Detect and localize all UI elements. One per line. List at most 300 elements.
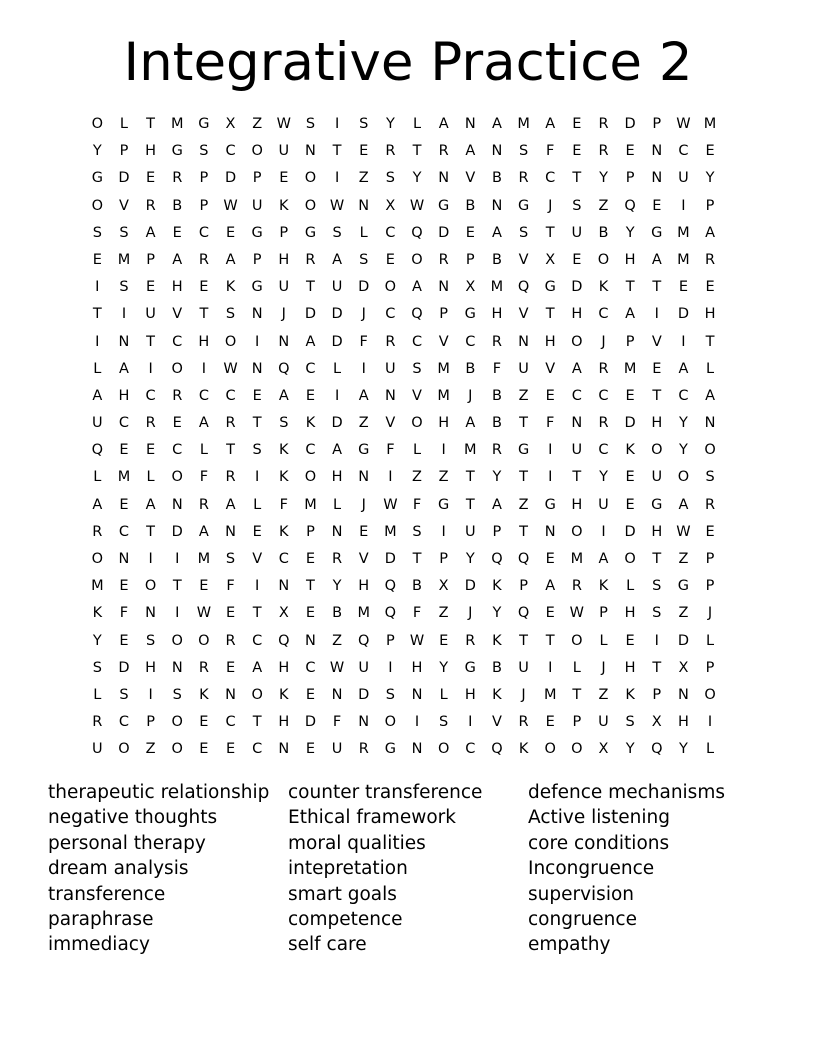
grid-letter: V [518, 251, 529, 268]
grid-letter: A [225, 496, 236, 513]
grid-letter: S [119, 686, 129, 703]
grid-row [84, 168, 723, 195]
grid-letter: V [385, 415, 396, 432]
grid-letter: T [92, 306, 102, 323]
grid-letter: P [705, 551, 715, 567]
grid-letter: M [517, 116, 530, 132]
grid-letter: N [251, 360, 263, 377]
grid-letter: O [171, 741, 183, 758]
grid-letter: E [92, 251, 102, 268]
grid-letter: X [651, 714, 662, 731]
grid-letter: H [198, 333, 210, 350]
grid-letter: E [572, 143, 582, 160]
grid-row [84, 685, 723, 712]
grid-letter: W [569, 605, 585, 622]
grid-row [84, 386, 723, 413]
grid-letter: T [652, 551, 662, 567]
grid-letter: T [252, 714, 262, 731]
grid-letter: I [175, 551, 180, 567]
grid-letter: M [197, 551, 211, 567]
grid-letter: B [491, 659, 502, 676]
grid-letter: W [329, 197, 345, 214]
grid-letter: S [705, 469, 715, 486]
grid-letter: S [625, 714, 635, 731]
grid-row [84, 739, 723, 766]
grid-letter: D [464, 578, 476, 595]
grid-letter: Y [492, 469, 502, 486]
grid-letter: Q [411, 224, 423, 241]
grid-letter: V [545, 360, 556, 377]
grid-letter: H [677, 714, 689, 731]
grid-letter: I [654, 632, 659, 649]
word-list-item: therapeutic relationship [48, 782, 270, 803]
grid-letter: T [226, 442, 235, 459]
grid-letter: E [465, 224, 475, 241]
grid-letter: I [148, 360, 153, 377]
grid-letter: D [358, 686, 370, 703]
grid-letter: B [412, 578, 422, 595]
grid-letter: W [276, 116, 291, 132]
grid-row [84, 522, 723, 549]
grid-letter: R [198, 659, 209, 676]
grid-letter: S [119, 224, 129, 241]
grid-letter: E [119, 578, 129, 595]
word-list-item: counter transference [288, 782, 483, 803]
grid-letter: U [598, 496, 609, 513]
grid-letter: T [306, 279, 315, 296]
grid-letter: Q [624, 197, 636, 214]
grid-letter: G [677, 578, 690, 595]
grid-letter: N [278, 741, 290, 758]
grid-letter: P [705, 197, 715, 214]
grid-letter: D [304, 306, 317, 323]
grid-letter: O [251, 686, 263, 703]
grid-letter: Y [678, 442, 688, 459]
grid-letter: M [677, 224, 690, 241]
grid-letter: Z [598, 197, 609, 214]
grid-letter: D [331, 333, 343, 350]
grid-row [84, 631, 723, 658]
grid-letter: I [334, 116, 340, 132]
grid-letter: E [545, 551, 555, 567]
grid-letter: N [651, 143, 663, 160]
grid-letter: V [651, 333, 662, 350]
grid-letter: R [491, 442, 502, 459]
grid-letter: M [543, 686, 557, 703]
grid-letter: F [279, 496, 288, 513]
grid-letter: I [334, 387, 340, 404]
grid-letter: E [305, 741, 316, 758]
grid-letter: I [201, 360, 207, 377]
grid-letter: G [304, 224, 317, 241]
grid-letter: H [704, 306, 716, 323]
grid-letter: F [199, 469, 209, 486]
grid-letter: B [172, 197, 183, 214]
grid-letter: P [199, 197, 209, 214]
grid-letter: G [464, 659, 476, 676]
grid-letter: N [411, 686, 423, 703]
grid-letter: J [601, 333, 606, 350]
grid-letter: V [172, 306, 183, 323]
word-list-item: Incongruence [528, 858, 655, 880]
grid-letter: K [279, 197, 289, 214]
grid-letter: C [252, 741, 263, 758]
grid-letter: W [223, 360, 238, 377]
grid-letter: R [145, 197, 156, 214]
grid-letter: K [492, 686, 502, 703]
grid-letter: U [278, 279, 290, 296]
grid-letter: H [331, 469, 343, 486]
grid-letter: R [598, 116, 609, 132]
grid-letter: C [305, 442, 316, 459]
grid-letter: Z [678, 551, 689, 567]
grid-letter: D [118, 659, 130, 676]
grid-letter: A [678, 496, 689, 513]
grid-letter: L [199, 442, 208, 459]
word-search-grid [84, 114, 723, 767]
grid-letter: S [145, 632, 156, 649]
grid-letter: L [93, 686, 102, 703]
grid-letter: F [359, 333, 368, 350]
grid-letter: T [412, 143, 422, 160]
grid-letter: P [146, 251, 155, 268]
grid-letter: Q [517, 551, 530, 567]
grid-letter: I [175, 605, 180, 622]
grid-letter: Y [678, 741, 688, 758]
grid-letter: C [571, 387, 582, 404]
grid-letter: M [357, 605, 370, 622]
grid-letter: R [705, 496, 716, 513]
grid-letter: K [279, 442, 289, 459]
grid-letter: Q [651, 741, 663, 758]
grid-letter: R [518, 714, 529, 731]
grid-letter: L [706, 360, 715, 377]
grid-letter: E [625, 387, 635, 404]
grid-letter: E [359, 143, 369, 160]
grid-letter: B [491, 415, 502, 432]
grid-letter: P [519, 578, 528, 595]
grid-letter: S [518, 224, 529, 241]
grid-letter: C [598, 387, 609, 404]
grid-letter: H [358, 578, 370, 595]
grid-letter: U [331, 279, 343, 296]
grid-letter: O [304, 469, 317, 486]
grid-letter: S [305, 116, 316, 132]
grid-letter: I [548, 469, 553, 486]
grid-letter: P [279, 224, 289, 241]
grid-letter: U [331, 741, 343, 758]
grid-row [84, 440, 723, 467]
grid-letter: Z [598, 686, 609, 703]
grid-letter: Q [517, 605, 530, 622]
grid-letter: O [224, 333, 237, 350]
grid-row [84, 196, 723, 223]
grid-letter: S [359, 251, 369, 268]
grid-letter: N [118, 333, 130, 350]
grid-letter: Z [358, 170, 369, 187]
grid-letter: E [146, 279, 156, 296]
grid-letter: C [225, 387, 236, 404]
grid-letter: I [255, 333, 260, 350]
grid-letter: N [651, 170, 663, 187]
grid-letter: I [441, 523, 446, 540]
grid-letter: N [331, 523, 343, 540]
grid-letter: L [253, 496, 262, 513]
grid-letter: Z [678, 605, 689, 622]
grid-letter: Y [625, 741, 635, 758]
grid-letter: V [412, 387, 422, 404]
grid-letter: H [624, 251, 636, 268]
grid-letter: G [384, 741, 396, 758]
grid-letter: O [571, 333, 583, 350]
grid-letter: N [118, 551, 130, 567]
grid-letter: V [465, 170, 476, 187]
grid-letter: Q [517, 279, 530, 296]
grid-letter: I [95, 279, 100, 296]
word-list-item: transference [48, 883, 166, 905]
grid-letter: L [333, 360, 342, 377]
grid-letter: E [225, 224, 236, 241]
grid-letter: J [281, 306, 286, 323]
grid-letter: R [438, 143, 449, 160]
grid-letter: C [172, 442, 183, 459]
grid-letter: O [571, 632, 583, 649]
grid-letter: C [145, 387, 156, 404]
grid-letter: S [652, 578, 662, 595]
grid-letter: E [225, 605, 236, 622]
grid-letter: Y [599, 469, 608, 486]
grid-row [84, 658, 723, 685]
grid-letter: A [119, 360, 129, 377]
grid-letter: R [225, 469, 236, 486]
grid-letter: Y [439, 659, 449, 676]
grid-letter: E [305, 551, 316, 567]
grid-letter: T [572, 469, 582, 486]
grid-letter: T [519, 415, 528, 432]
grid-letter: S [172, 686, 182, 703]
grid-row [84, 495, 723, 522]
grid-letter: A [545, 578, 556, 595]
grid-letter: G [251, 224, 263, 241]
grid-letter: C [278, 551, 289, 567]
grid-letter: P [705, 578, 715, 595]
grid-letter: U [145, 306, 156, 323]
grid-letter: U [464, 523, 476, 540]
grid-letter: N [704, 415, 716, 432]
grid-letter: Z [412, 469, 422, 486]
word-list [48, 780, 768, 958]
grid-letter: E [305, 387, 316, 404]
grid-letter: R [198, 251, 209, 268]
grid-letter: A [438, 116, 449, 132]
grid-letter: E [199, 578, 209, 595]
grid-letter: E [625, 632, 635, 649]
grid-letter: O [304, 170, 317, 187]
grid-letter: O [651, 442, 663, 459]
word-list-item: defence mechanisms [528, 782, 725, 803]
grid-letter: E [705, 143, 715, 160]
grid-letter: T [625, 279, 635, 296]
grid-letter: O [411, 415, 423, 432]
grid-letter: H [278, 714, 290, 731]
grid-letter: Z [358, 415, 369, 432]
grid-letter: P [306, 523, 315, 540]
grid-letter: L [333, 496, 342, 513]
grid-letter: H [438, 415, 450, 432]
grid-letter: U [651, 469, 663, 486]
grid-letter: L [706, 632, 715, 649]
grid-letter: O [171, 632, 183, 649]
grid-letter: L [412, 442, 422, 459]
grid-letter: I [441, 442, 446, 459]
grid-letter: L [359, 224, 368, 241]
grid-letter: S [412, 360, 422, 377]
grid-letter: U [678, 170, 689, 187]
grid-letter: A [278, 387, 289, 404]
grid-letter: A [145, 224, 156, 241]
grid-row [84, 277, 723, 304]
grid-letter: P [705, 659, 715, 676]
word-list-item: empathy [528, 934, 611, 956]
grid-letter: I [334, 170, 340, 187]
grid-letter: F [492, 360, 502, 377]
grid-letter: L [706, 741, 715, 758]
grid-letter: I [548, 442, 553, 459]
grid-letter: G [198, 116, 210, 132]
grid-letter: D [304, 714, 317, 731]
grid-letter: R [332, 551, 343, 567]
grid-letter: E [705, 279, 715, 296]
grid-letter: H [411, 659, 423, 676]
grid-letter: C [305, 659, 316, 676]
grid-letter: N [225, 523, 236, 540]
grid-letter: L [93, 469, 102, 486]
grid-letter: K [625, 686, 635, 703]
grid-letter: H [544, 333, 556, 350]
word-list-item: Active listening [528, 807, 670, 829]
grid-letter: C [305, 360, 316, 377]
grid-letter: B [465, 197, 476, 214]
grid-row [84, 304, 723, 331]
grid-letter: S [92, 659, 102, 676]
grid-letter: R [198, 496, 209, 513]
grid-letter: A [358, 387, 369, 404]
grid-letter: H [651, 523, 663, 540]
grid-letter: O [411, 251, 423, 268]
grid-letter: O [544, 741, 556, 758]
grid-letter: R [465, 632, 476, 649]
grid-letter: K [199, 686, 209, 703]
grid-letter: S [119, 279, 129, 296]
grid-letter: Q [411, 306, 423, 323]
grid-row [84, 141, 723, 168]
grid-letter: E [225, 659, 236, 676]
grid-letter: O [91, 116, 104, 132]
grid-letter: E [625, 496, 635, 513]
grid-letter: X [545, 251, 556, 268]
grid-letter: T [652, 387, 662, 404]
grid-letter: N [278, 578, 290, 595]
grid-letter: Y [332, 578, 342, 595]
word-list-item: dream analysis [48, 858, 189, 880]
grid-letter: O [677, 469, 690, 486]
grid-letter: P [625, 333, 635, 350]
grid-row [84, 467, 723, 494]
grid-letter: T [465, 469, 475, 486]
grid-row [84, 223, 723, 250]
grid-letter: E [119, 496, 129, 513]
grid-letter: N [518, 333, 529, 350]
grid-letter: D [677, 632, 689, 649]
grid-letter: R [598, 360, 609, 377]
grid-letter: M [623, 360, 637, 377]
grid-letter: P [119, 143, 129, 160]
grid-letter: D [624, 523, 636, 540]
grid-letter: M [703, 116, 717, 132]
word-list-item: smart goals [288, 883, 397, 905]
grid-letter: L [572, 659, 581, 676]
grid-letter: O [171, 360, 183, 377]
grid-letter: U [278, 143, 290, 160]
grid-letter: T [252, 415, 262, 432]
grid-letter: M [91, 578, 104, 595]
grid-letter: D [384, 551, 396, 567]
grid-letter: I [255, 578, 260, 595]
grid-letter: F [226, 578, 235, 595]
grid-letter: M [464, 442, 477, 459]
grid-letter: V [438, 333, 449, 350]
grid-letter: D [331, 415, 343, 432]
grid-letter: M [117, 469, 131, 486]
grid-letter: L [599, 632, 608, 649]
grid-letter: N [331, 686, 343, 703]
grid-letter: J [548, 197, 553, 214]
grid-letter: A [491, 116, 502, 132]
grid-letter: N [171, 496, 183, 513]
grid-letter: I [681, 197, 686, 214]
grid-letter: A [705, 387, 716, 404]
grid-letter: M [490, 279, 504, 296]
grid-letter: R [385, 333, 396, 350]
grid-letter: W [329, 659, 345, 676]
grid-letter: O [251, 143, 263, 160]
grid-letter: U [92, 741, 103, 758]
grid-letter: R [172, 387, 183, 404]
grid-letter: C [118, 714, 130, 731]
grid-letter: T [465, 496, 475, 513]
grid-letter: L [626, 578, 635, 595]
grid-letter: T [146, 116, 156, 132]
grid-letter: T [652, 279, 662, 296]
grid-letter: K [598, 279, 609, 296]
word-list-item: Ethical framework [288, 807, 456, 829]
word-column [528, 780, 768, 958]
grid-letter: L [93, 360, 102, 377]
grid-letter: X [225, 116, 236, 132]
grid-letter: T [306, 578, 315, 595]
grid-letter: T [572, 170, 582, 187]
grid-letter: Q [384, 578, 397, 595]
grid-letter: B [598, 224, 609, 241]
grid-letter: C [225, 714, 236, 731]
grid-letter: R [705, 251, 716, 268]
grid-letter: J [468, 605, 473, 622]
grid-letter: U [358, 659, 370, 676]
grid-letter: R [598, 143, 609, 160]
grid-letter: K [92, 605, 103, 622]
grid-row [84, 576, 723, 603]
grid-letter: H [571, 496, 583, 513]
